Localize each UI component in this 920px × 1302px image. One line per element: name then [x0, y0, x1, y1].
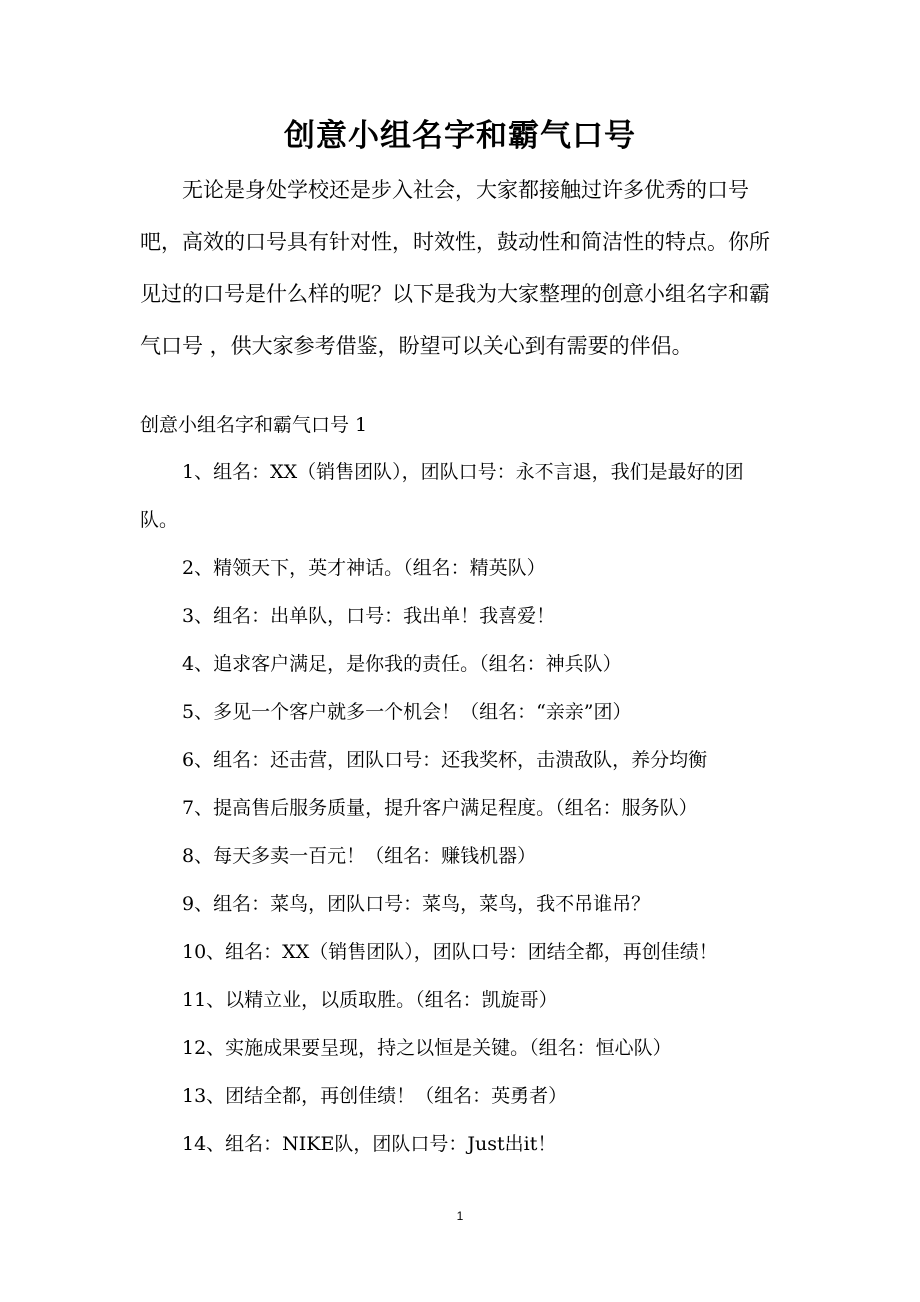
list-item: 8、每天多卖一百元！（组名：赚钱机器） — [182, 845, 537, 867]
list-item: 2、精领天下，英才神话。（组名：精英队） — [182, 557, 546, 579]
section-heading: 创意小组名字和霸气口号 1 — [140, 414, 368, 436]
list-item: 12、实施成果要呈现，持之以恒是关键。（组名：恒心队） — [182, 1037, 672, 1059]
slogan-list — [140, 448, 780, 1168]
list-item: 3、组名：出单队，口号：我出单！我喜爱！ — [182, 605, 556, 627]
page-number: 1 — [456, 1209, 464, 1223]
list-item: 13、团结全都，再创佳绩！（组名：英勇者） — [182, 1085, 568, 1107]
list-item: 11、以精立业，以质取胜。（组名：凯旋哥） — [182, 989, 558, 1011]
list-item: 4、追求客户满足，是你我的责任。（组名：神兵队） — [182, 653, 622, 675]
list-item: 10、组名：XX（销售团队），团队口号：团结全都，再创佳绩！ — [182, 941, 718, 963]
list-item: 7、提高售后服务质量，提升客户满足程度。（组名：服务队） — [182, 797, 698, 819]
list-item: 5、多见一个客户就多一个机会！（组名：“亲亲”团） — [182, 701, 632, 723]
list-item: 1、组名：XX（销售团队），团队口号：永不言退，我们是最好的团队。 — [140, 461, 744, 531]
intro-paragraph: 无论是身处学校还是步入社会，大家都接触过许多优秀的口号吧，高效的口号具有针对性，时效性，鼓动性和简洁性的特点。你所见过的口号是什么样的呢？以下是我为大家整理的创意小组名字和霸气口号 ，供大家参考借鉴，盼望可以关心到有需要的伴侣。 — [140, 178, 770, 358]
list-item: 6、组名：还击营，团队口号：还我奖杯，击溃敌队，养分均衡 — [182, 749, 708, 771]
list-item: 9、组名：菜鸟，团队口号：菜鸟，菜鸟，我不吊谁吊？ — [182, 893, 651, 915]
list-item: 14、组名：NIKE队，团队口号：Just出it！ — [182, 1133, 557, 1155]
document-title: 创意小组名字和霸气口号 — [284, 118, 636, 154]
